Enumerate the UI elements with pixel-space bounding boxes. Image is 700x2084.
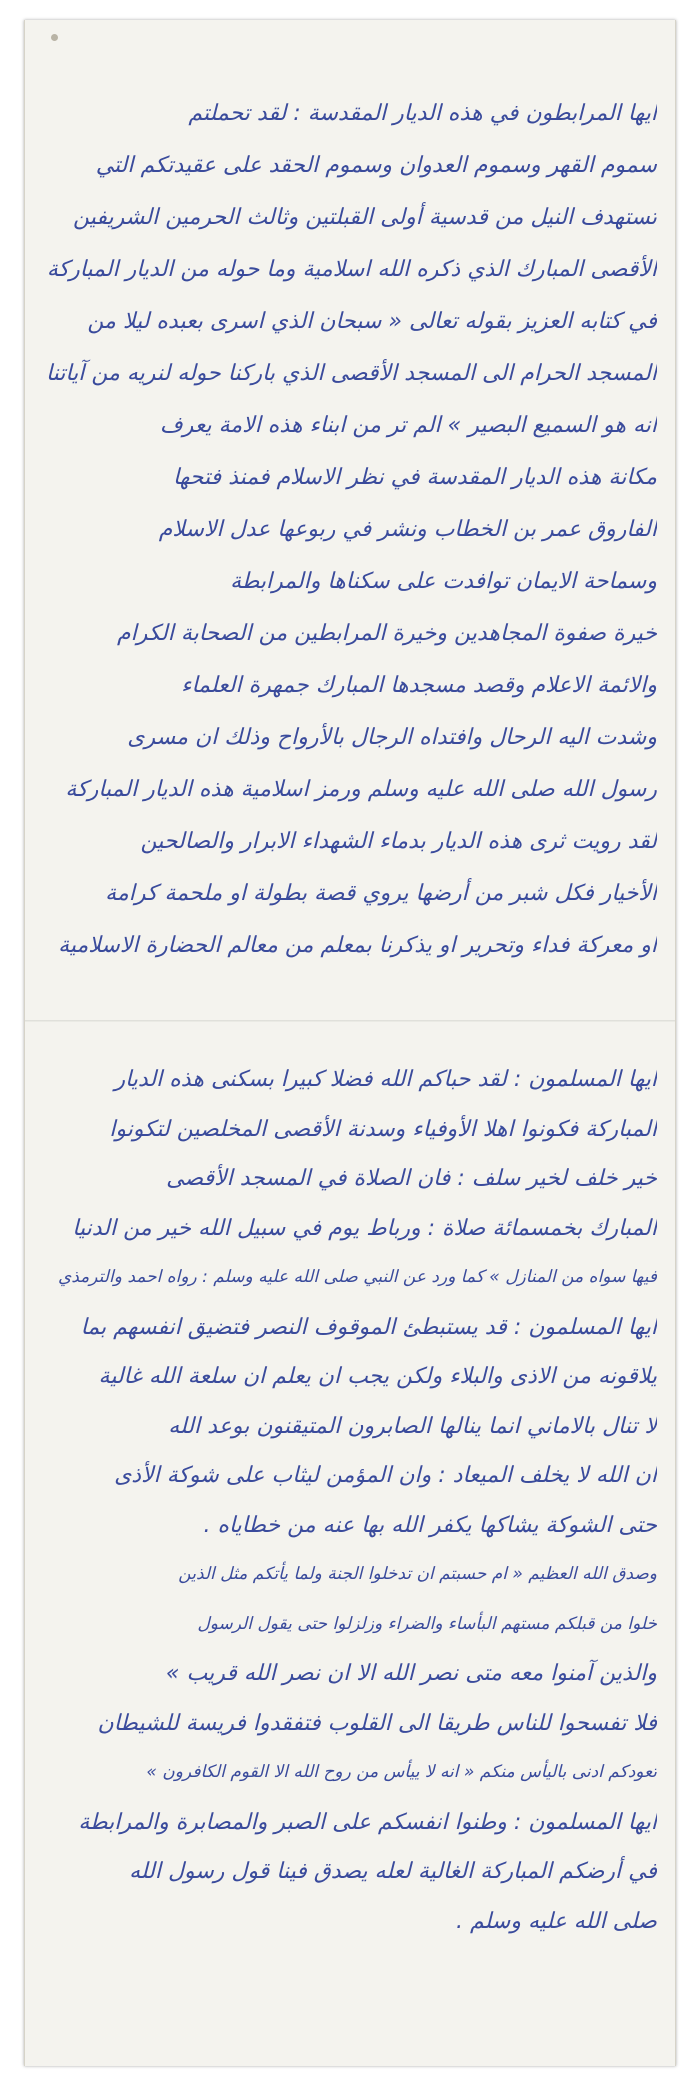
handwritten-line: خلوا من قبلكم مستهم البأساء والضراء وزلزلوا حتى يقول الرسول bbox=[197, 1613, 657, 1634]
handwritten-line: انه هو السميع البصير » الم تر من ابناء هذه الامة يعرف bbox=[159, 413, 657, 438]
letter-page-one bbox=[39, 88, 657, 972]
handwritten-line: والائمة الاعلام وقصد مسجدها المبارك جمهرة العلماء bbox=[181, 673, 657, 698]
handwritten-line: ان الله لا يخلف الميعاد : وان المؤمن ليثاب على شوكة الأذى bbox=[114, 1463, 657, 1488]
handwritten-line: فلا تفسحوا للناس طريقا الى القلوب فتفقدوا فريسة للشيطان bbox=[97, 1710, 657, 1736]
handwritten-line: المسجد الحرام الى المسجد الأقصى الذي باركنا حوله لنريه من آياتنا bbox=[45, 361, 657, 386]
handwritten-line: خير خلف لخير سلف : فان الصلاة في المسجد الأقصى bbox=[166, 1166, 657, 1191]
letter-page-two bbox=[39, 1055, 657, 1946]
handwritten-line: الفاروق عمر بن الخطاب ونشر في ربوعها عدل الاسلام bbox=[158, 517, 657, 542]
handwritten-line: وشدت اليه الرحال وافتداه الرجال بالأرواح وذلك ان مسرى bbox=[127, 725, 657, 750]
handwritten-line: يلاقونه من الاذى والبلاء ولكن يجب ان يعلم ان سلعة الله غالية bbox=[98, 1364, 657, 1389]
handwritten-line: خيرة صفوة المجاهدين وخيرة المرابطين من الصحابة الكرام bbox=[117, 621, 657, 646]
paper-fold bbox=[25, 1020, 675, 1022]
handwritten-line: تعودكم ادنى باليأس منكم « انه لا ييأس من روح الله الا القوم الكافرون » bbox=[146, 1762, 657, 1782]
handwritten-line: حتى الشوكة يشاكها يكفر الله بها عنه من خطاياه . bbox=[203, 1512, 657, 1538]
handwritten-line: صلى الله عليه وسلم . bbox=[456, 1908, 657, 1934]
handwritten-line: وصدق الله العظيم « ام حسبتم ان تدخلوا الجنة ولما يأتكم مثل الذين bbox=[178, 1564, 657, 1584]
handwritten-line: رسول الله صلى الله عليه وسلم ورمز اسلامية هذه الديار المباركة bbox=[65, 777, 657, 802]
handwritten-line: والذين آمنوا معه متى نصر الله الا ان نصر الله قريب » bbox=[165, 1661, 657, 1686]
handwritten-line: في كتابه العزيز بقوله تعالى « سبحان الذي اسرى بعبده ليلا من bbox=[87, 309, 657, 334]
handwritten-line: تستهدف النيل من قدسية أولى القبلتين وثالث الحرمين الشريفين bbox=[72, 205, 657, 230]
handwritten-line: مكانة هذه الديار المقدسة في نظر الاسلام فمنذ فتحها bbox=[172, 465, 657, 490]
letter-sheet bbox=[24, 20, 676, 2066]
handwritten-line: فيها سواه من المنازل » كما ورد عن النبي صلى الله عليه وسلم : رواه احمد والترمذي bbox=[57, 1267, 657, 1287]
handwritten-line: او معركة فداء وتحرير او يذكرنا بمعلم من معالم الحضارة الاسلامية bbox=[58, 933, 657, 958]
handwritten-line: ايها المسلمون : قد يستبطئ الموقوف النصر فتضيق انفسهم بما bbox=[80, 1314, 657, 1340]
handwritten-line: لقد رويت ثرى هذه الديار بدماء الشهداء الابرار والصالحين bbox=[140, 829, 657, 854]
handwritten-line: ايها المسلمون : لقد حباكم الله فضلا كبيرا بسكنى هذه الديار bbox=[114, 1067, 657, 1092]
handwritten-line: المبارك بخمسمائة صلاة : ورباط يوم في سبيل الله خير من الدنيا bbox=[72, 1215, 657, 1241]
handwritten-line: المباركة فكونوا اهلا الأوفياء وسدنة الأقصى المخلصين لتكونوا bbox=[109, 1116, 657, 1142]
handwritten-line: وسماحة الايمان توافدت على سكناها والمرابطة bbox=[230, 569, 657, 594]
handwritten-line: ايها المسلمون : وطنوا انفسكم على الصبر والمصابرة والمرابطة bbox=[78, 1809, 657, 1835]
handwritten-line: ايها المرابطون في هذه الديار المقدسة : لقد تحملتم bbox=[188, 101, 657, 126]
handwritten-line: الأخيار فكل شبر من أرضها يروي قصة بطولة او ملحمة كرامة bbox=[105, 881, 657, 906]
handwritten-line: في أرضكم المباركة الغالية لعله يصدق فينا قول رسول الله bbox=[129, 1859, 657, 1884]
handwritten-line: سموم القهر وسموم العدوان وسموم الحقد على عقيدتكم التي bbox=[95, 153, 657, 178]
handwritten-line: لا تنال بالاماني انما ينالها الصابرون المتيقنون بوعد الله bbox=[168, 1413, 657, 1439]
handwritten-line: الأقصى المبارك الذي ذكره الله اسلامية وما حوله من الديار المباركة bbox=[46, 257, 657, 282]
pin-hole bbox=[51, 34, 58, 41]
